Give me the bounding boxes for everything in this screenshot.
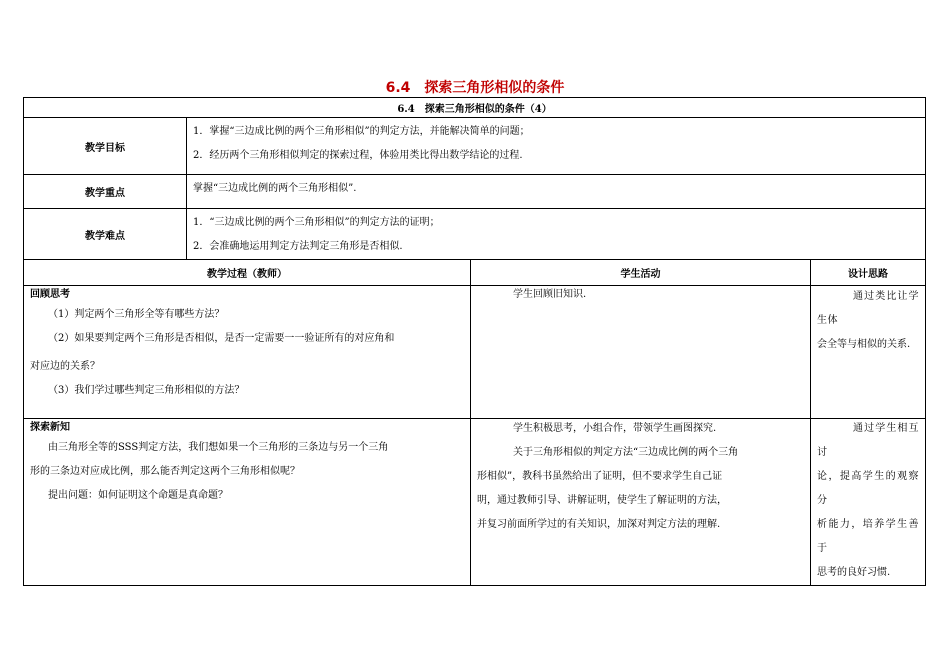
difficulty-item: 2．会准确地运用判定方法判定三角形是否相似. bbox=[193, 241, 403, 252]
difficulty-item: 1．“三边成比例的两个三角形相似”的判定方法的证明； bbox=[193, 217, 440, 228]
column-header-process: 教学过程（教师） bbox=[24, 260, 471, 286]
page-title: 6.4 探索三角形相似的条件 bbox=[385, 80, 565, 96]
columns-header-row bbox=[24, 260, 926, 286]
difficulties-label: 教学难点 bbox=[24, 209, 187, 260]
review-student-text: 学生回顾旧知识. bbox=[513, 289, 587, 300]
column-header-student: 学生活动 bbox=[471, 260, 811, 286]
review-row bbox=[24, 286, 926, 419]
explore-design-text: 思考的良好习惯. bbox=[817, 567, 891, 578]
objectives-row bbox=[24, 118, 926, 175]
explore-student-text: 学生积极思考，小组合作，带领学生画图探究. bbox=[513, 423, 717, 434]
review-process-cell bbox=[24, 286, 471, 419]
explore-design-text: 通过学生相互讨 bbox=[817, 423, 920, 458]
key-point-text: 掌握“三边成比例的两个三角形相似”. bbox=[193, 183, 357, 194]
review-question: （1）判定两个三角形全等有哪些方法？ bbox=[48, 309, 225, 320]
key-points-label: 教学重点 bbox=[24, 175, 187, 209]
objective-item: 1．掌握“三边成比例的两个三角形相似”的判定方法，并能解决简单的问题； bbox=[193, 126, 530, 137]
review-title: 回顾思考 bbox=[30, 289, 70, 300]
explore-student-text: 关于三角形相似的判定方法“三边成比例的两个三角 bbox=[513, 447, 739, 458]
explore-student-text: 并复习前面所学过的有关知识，加深对判定方法的理解. bbox=[477, 519, 721, 530]
column-header-design: 设计思路 bbox=[811, 260, 926, 286]
explore-row bbox=[24, 419, 926, 586]
objectives-content bbox=[187, 118, 926, 175]
lesson-title: 6.4 探索三角形相似的条件（4） bbox=[24, 98, 926, 118]
key-points-content bbox=[187, 175, 926, 209]
explore-student-cell bbox=[471, 419, 811, 586]
explore-process-cell bbox=[24, 419, 471, 586]
lesson-plan-table bbox=[23, 97, 926, 586]
objective-item: 2．经历两个三角形相似判定的探索过程，体验用类比得出数学结论的过程. bbox=[193, 150, 523, 161]
explore-design-cell bbox=[811, 419, 926, 586]
explore-design-text: 析能力，培养学生善于 bbox=[817, 519, 920, 554]
review-design-cell bbox=[811, 286, 926, 419]
objectives-label: 教学目标 bbox=[24, 118, 187, 175]
difficulties-row bbox=[24, 209, 926, 260]
lesson-title-row bbox=[24, 98, 926, 118]
review-design-text: 通过类比让学生体 bbox=[817, 291, 920, 326]
explore-paragraph: 由三角形全等的SSS判定方法，我们想如果一个三角形的三条边与另一个三角 bbox=[48, 442, 389, 453]
difficulties-content bbox=[187, 209, 926, 260]
review-question: （2）如果要判定两个三角形是否相似，是否一定需要一一验证所有的对应角和 bbox=[48, 333, 395, 344]
explore-paragraph: 提出问题：如何证明这个命题是真命题？ bbox=[48, 490, 228, 501]
explore-paragraph-cont: 形的三条边对应成比例，那么能否判定这两个三角形相似呢？ bbox=[30, 466, 300, 477]
key-points-row bbox=[24, 175, 926, 209]
review-question: （3）我们学过哪些判定三角形相似的方法？ bbox=[48, 385, 245, 396]
explore-design-text: 论，提高学生的观察分 bbox=[817, 471, 920, 506]
explore-title: 探索新知 bbox=[30, 422, 70, 433]
explore-student-text: 明，通过教师引导、讲解证明，使学生了解证明的方法， bbox=[477, 495, 727, 506]
review-student-cell bbox=[471, 286, 811, 419]
review-design-text: 会全等与相似的关系. bbox=[817, 339, 911, 350]
review-question-cont: 对应边的关系？ bbox=[30, 361, 100, 372]
explore-student-text: 形相似”，教科书虽然给出了证明，但不要求学生自己证 bbox=[477, 471, 723, 482]
